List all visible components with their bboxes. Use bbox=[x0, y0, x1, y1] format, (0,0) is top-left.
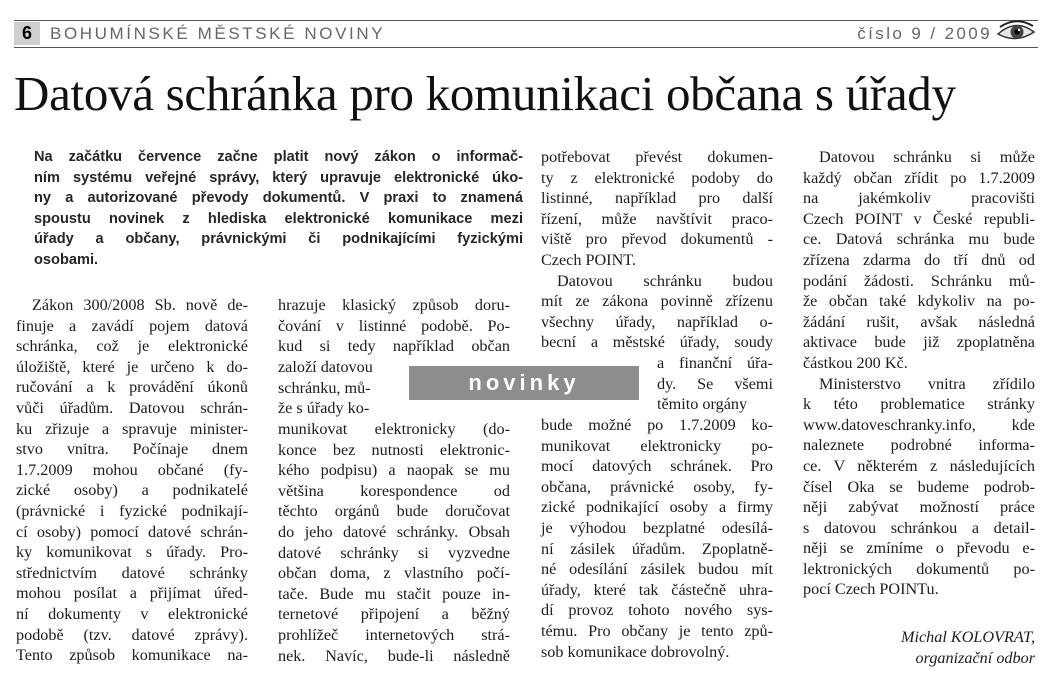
text-line: ku zřizuje a spravuje minister- bbox=[16, 419, 248, 438]
text-line: tače. Bude mu stačit pouze in- bbox=[278, 584, 510, 603]
text-line: je výhodou bezplatné odesílá- bbox=[541, 518, 773, 537]
text-line: založí datovou bbox=[278, 358, 373, 376]
text-line: aktivace bude již zpoplatněna bbox=[803, 333, 1035, 352]
text-line: listinné, například pro další bbox=[541, 189, 773, 208]
text-line: a finanční úřa- bbox=[657, 354, 773, 372]
text-line: většina korespondence od bbox=[278, 481, 510, 500]
text-line: něji zabývat možností práce bbox=[803, 498, 1035, 517]
issue-number: číslo 9 / 2009 bbox=[857, 24, 992, 43]
text-line: pocí Czech POINTu. bbox=[803, 580, 939, 599]
text-line: vůči úřadům. Datovou schrán- bbox=[16, 398, 248, 417]
text-line: hrazuje klasický způsob doru- bbox=[278, 296, 510, 314]
lead-line: ny a autorizované převody dokumentů. V praxi to znamená bbox=[34, 190, 523, 207]
text-line: dy. Se všemi bbox=[657, 374, 773, 393]
text-line: schránka, což je elektronické bbox=[16, 337, 248, 356]
column-2-top bbox=[278, 295, 510, 357]
text-line: těchto orgánů bude doručovat bbox=[278, 502, 510, 521]
section-label-text: novinky bbox=[468, 370, 580, 395]
text-line: prohlížeč internetových strá- bbox=[278, 625, 510, 644]
page-number: 6 bbox=[14, 22, 40, 45]
text-line: mít ze zákona povinně zřízenu bbox=[541, 292, 773, 311]
text-line: ce. V některém z následujících bbox=[803, 456, 1035, 475]
text-line: že s úřady ko- bbox=[278, 399, 370, 418]
text-line: těmito orgány bbox=[657, 395, 748, 414]
text-line: konce bez nutnosti elektronic- bbox=[278, 440, 510, 459]
text-line: cí osoby) pomocí datové schrán- bbox=[16, 522, 248, 541]
text-line: lektronických dokumentů po- bbox=[803, 559, 1035, 578]
text-line: Tento způsob komunikace na- bbox=[16, 646, 248, 665]
text-line: Czech POINT. bbox=[541, 250, 636, 269]
text-line: sob komunikace dobrovolný. bbox=[541, 642, 730, 661]
lead-line: osobami. bbox=[34, 251, 99, 268]
text-line: všechny úřady, například o- bbox=[541, 312, 773, 331]
text-line: www.datoveschranky.info, kde bbox=[803, 415, 1035, 434]
text-line: ternetové připojení a běžný bbox=[278, 605, 510, 624]
column-3-top bbox=[541, 147, 773, 353]
text-line: ce. Datová schránka mu bude bbox=[803, 230, 1035, 249]
text-line: částkou 200 Kč. bbox=[803, 353, 908, 372]
text-line: zické osoby) a podnikatelé bbox=[16, 481, 248, 500]
column-3-bottom bbox=[541, 415, 773, 662]
lead-line: úřady a občany, právnickými či podnikajícími fyzickými bbox=[34, 231, 523, 248]
author-signature bbox=[803, 627, 1035, 668]
lead-line: Na začátku července začne platit nový zákon o informač- bbox=[34, 149, 523, 165]
text-line: dí provoz tohoto nového sys- bbox=[541, 601, 773, 620]
text-line: občan doma, z vlastního počí- bbox=[278, 564, 510, 583]
lead-line: spoustu novinek z hlediska elektronické komunikace mezi bbox=[34, 210, 523, 227]
text-line: zřízena zdarma do tří dnů od bbox=[803, 250, 1035, 269]
text-line: bude možné po 1.7.2009 ko- bbox=[541, 416, 773, 434]
text-line: potřebovat převést dokumen- bbox=[541, 148, 773, 166]
text-line: datové schránky si vyzvedne bbox=[278, 543, 510, 562]
author-role: organizační odbor bbox=[915, 648, 1035, 667]
text-line: úřady, které tak částečně uhra- bbox=[541, 580, 773, 599]
column-2-narrow bbox=[278, 357, 403, 419]
text-line: kého podpisu) a naopak se mu bbox=[278, 461, 510, 480]
column-3-narrow bbox=[657, 353, 773, 415]
text-line: schránku, mů- bbox=[278, 378, 371, 397]
text-line: řízení, může navštívit praco- bbox=[541, 209, 773, 228]
text-line: střednictvím datové schránky bbox=[16, 563, 248, 582]
text-line: stvo vnitra. Počínaje dnem bbox=[16, 440, 248, 459]
text-line: ní zásilek úřadům. Zpoplatně- bbox=[541, 539, 773, 558]
text-line: čísel Oka se budeme podrob- bbox=[803, 477, 1035, 496]
lead-line: ním systému veřejné správy, který upravuje elektronické úko- bbox=[34, 169, 523, 186]
text-line: kud si tedy například občan bbox=[278, 337, 510, 356]
text-line: munikovat elektronicky (do- bbox=[278, 420, 510, 438]
text-line: ní dokumenty v elektronické bbox=[16, 604, 248, 623]
text-line: ručování a k provádění úkonů bbox=[16, 378, 248, 397]
text-line: něji se zmíníme o převodu e- bbox=[803, 539, 1035, 558]
text-line: Datovou schránku budou bbox=[557, 271, 773, 290]
text-line: podání žádosti. Schránku mů- bbox=[803, 271, 1035, 290]
text-line: občana, právnické osoby, fy- bbox=[541, 477, 773, 496]
page-header bbox=[14, 20, 1038, 48]
author-name: Michal KOLOVRAT, bbox=[901, 628, 1035, 646]
text-line: (právnické i fyzické podnikají- bbox=[16, 501, 248, 520]
text-line: s datovou schránkou a detail- bbox=[803, 518, 1035, 537]
text-line: Zákon 300/2008 Sb. nově de- bbox=[32, 296, 248, 314]
text-line: naleznete podrobné informa- bbox=[803, 436, 1035, 455]
text-line: na jakémkoliv pracovišti bbox=[803, 189, 1035, 208]
text-line: podobě (tzv. datové zprávy). bbox=[16, 625, 248, 644]
text-line: viště pro převod dokumentů - bbox=[541, 230, 773, 249]
text-line: tému. Pro občany je tento způ- bbox=[541, 621, 773, 640]
text-line: ky komunikovat s úřady. Pro- bbox=[16, 543, 248, 562]
text-line: mohou posílat a přijímat úřed- bbox=[16, 584, 248, 603]
text-line: né odesílání zásilek budou mít bbox=[541, 560, 773, 579]
text-line: Datovou schránku si může bbox=[819, 148, 1035, 166]
text-line: mocí datových schránek. Pro bbox=[541, 457, 773, 476]
eye-icon bbox=[996, 18, 1036, 48]
text-line: do jeho datové schránky. Obsah bbox=[278, 522, 510, 541]
column-2-bottom bbox=[278, 419, 510, 666]
text-line: ty z elektronické podoby do bbox=[541, 168, 773, 187]
text-line: finuje a zavádí pojem datová bbox=[16, 316, 248, 335]
text-line: Czech POINT v České republi- bbox=[803, 209, 1035, 228]
column-4 bbox=[803, 147, 1035, 600]
text-line: Ministerstvo vnitra zřídilo bbox=[819, 374, 1035, 393]
text-line: že občan také kdykoliv na po- bbox=[803, 292, 1035, 311]
text-line: žádání rušit, avšak následná bbox=[803, 312, 1035, 331]
newspaper-name: BOHUMÍNSKÉ MĚSTSKÉ NOVINY bbox=[50, 24, 386, 43]
text-line: k této problematice stránky bbox=[803, 395, 1035, 414]
article-headline: Datová schránka pro komunikaci občana s úřady bbox=[14, 66, 956, 121]
lead-paragraph bbox=[34, 147, 523, 271]
text-line: nek. Navíc, bude-li následně bbox=[278, 646, 510, 665]
text-line: 1.7.2009 mohou občané (fy- bbox=[16, 460, 248, 479]
column-1 bbox=[16, 295, 248, 666]
text-line: čování v listinné podobě. Po- bbox=[278, 316, 510, 335]
text-line: zické podnikající osoby a firmy bbox=[541, 498, 773, 517]
text-line: munikovat elektronicky po- bbox=[541, 436, 773, 455]
text-line: každý občan zřídit po 1.7.2009 bbox=[803, 168, 1035, 187]
text-line: becní a městské úřady, soudy bbox=[541, 333, 773, 352]
text-line: úložiště, které je určeno k do- bbox=[16, 357, 248, 376]
section-label bbox=[409, 366, 639, 400]
